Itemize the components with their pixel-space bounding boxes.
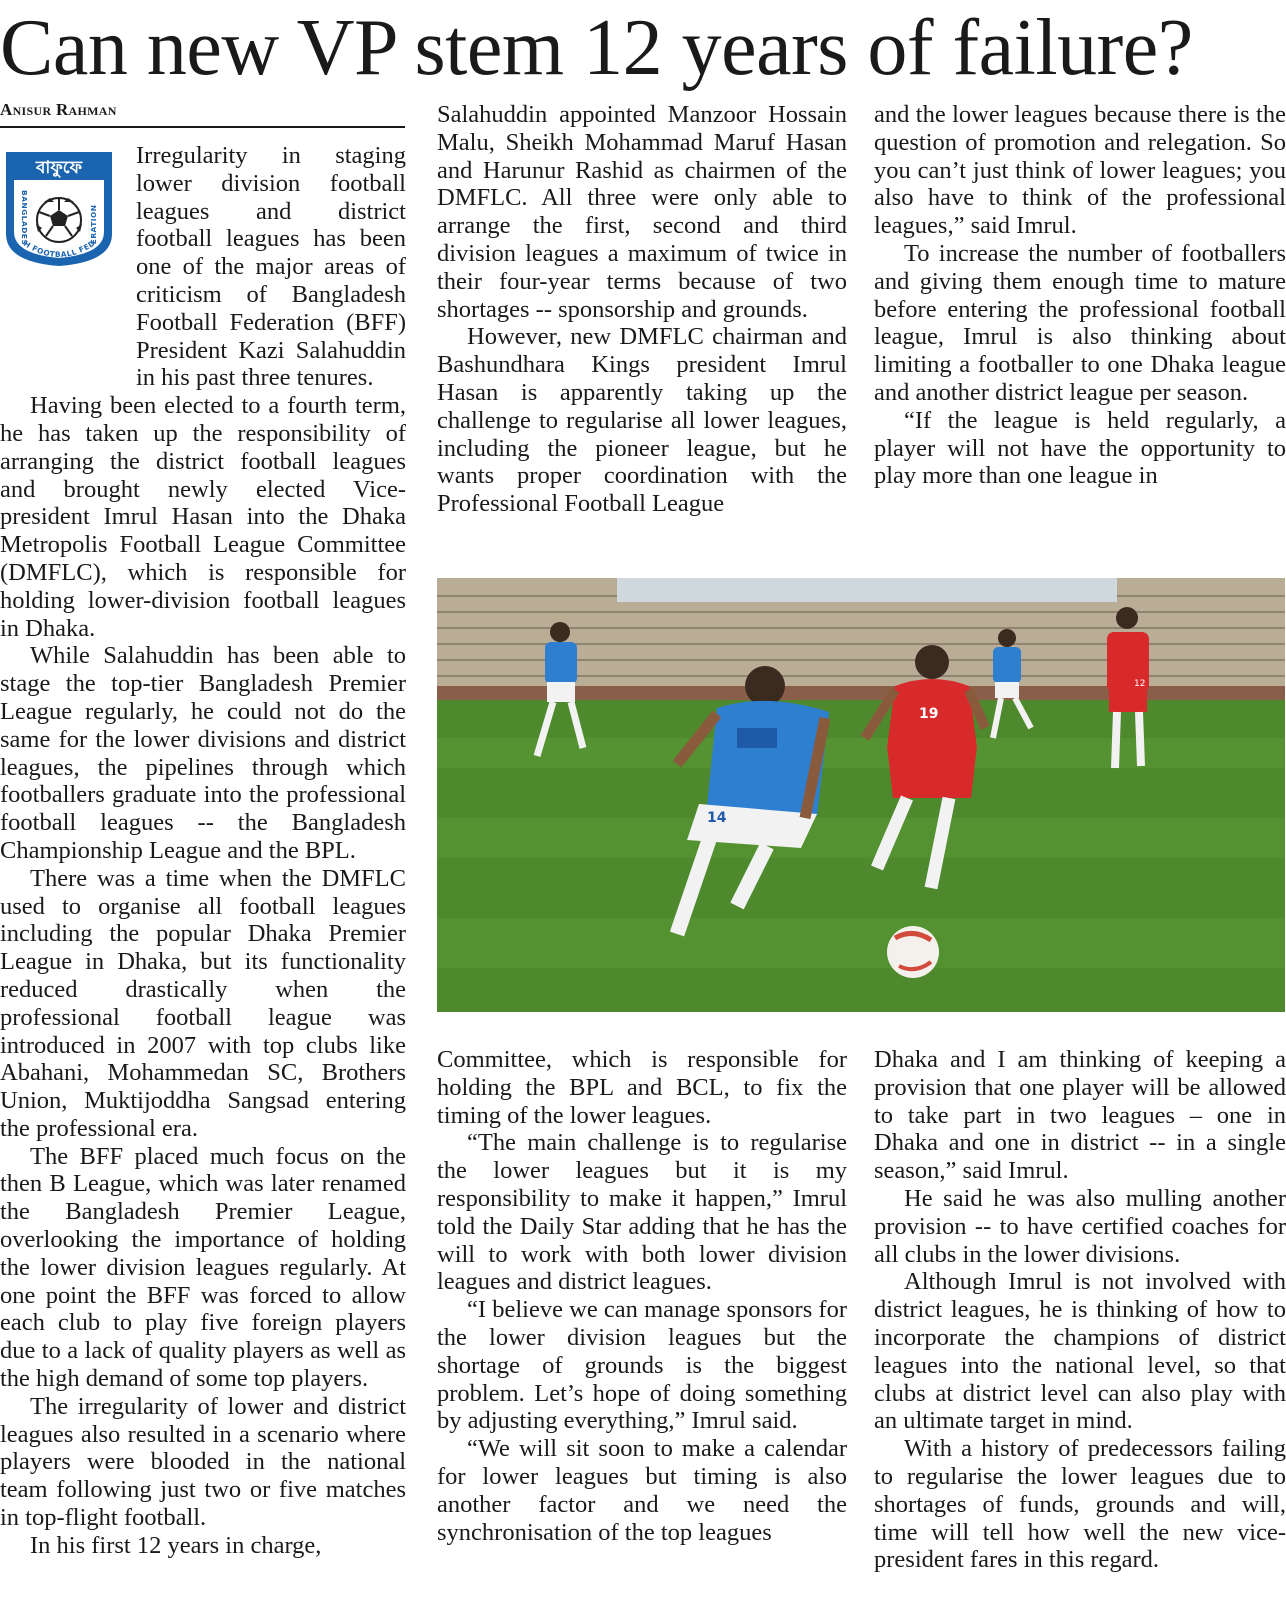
paragraph: He said he was also mulling another provision -- to have certified coaches for all clubs in the lower divisions.	[874, 1184, 1286, 1268]
column-2-top	[437, 101, 847, 553]
svg-text:14: 14	[707, 810, 727, 826]
paragraph: To increase the number of footballers and giving them enough time to mature before entering the professional football league, Imrul is also thinking about limiting a footballer to one Dhaka league and another district league per season.	[874, 239, 1286, 406]
column-2-bottom	[437, 1046, 847, 1623]
logo-ring-text: BANGLADESH FOOTBALL FEDERATION	[20, 190, 98, 260]
svg-text:12: 12	[1134, 679, 1146, 689]
svg-text:19: 19	[919, 706, 939, 722]
headline: Can new VP stem 12 years of failure?	[0, 4, 1193, 92]
paragraph: The irregularity of lower and district leagues also resulted in a scenario where players were blooded in the national team following just two or five matches in top-flight football.	[0, 1392, 406, 1532]
paragraph: Committee, which is responsible for holding the BPL and BCL, to fix the timing of the lower leagues.	[437, 1046, 847, 1129]
paragraph: and the lower leagues because there is the question of promotion and relegation. So you can’t just think of lower leagues; you also have to think of the professional leagues,” said Imrul.	[874, 101, 1286, 240]
match-photo	[437, 578, 1285, 1012]
paragraph: Dhaka and I am thinking of keeping a provision that one player will be allowed to take part in two leagues – one in Dhaka and one in district -- in a single season,” said Imrul.	[874, 1046, 1286, 1185]
paragraph: In his first 12 years in charge,	[30, 1531, 322, 1559]
paragraph: Although Imrul is not involved with district leagues, he is thinking of how to incorporate the champions of district leagues into the national level, so that clubs at district level can also play with an ultimate target in mind.	[874, 1268, 1286, 1435]
logo-mark: বাফুফে	[35, 158, 83, 178]
paragraph: While Salahuddin has been able to stage the top-tier Bangladesh Premier League regularly, he could not do the same for the lower divisions and district leagues, the pipelines through which footballers graduate into the professional football leagues -- the Bangladesh Championship League and the BPL.	[0, 642, 406, 864]
paragraph: “The main challenge is to regularise the lower leagues but it is my responsibility to make it happen,” Imrul told the Daily Star adding that he has the will to work with both lower division leagues and district leagues.	[437, 1129, 847, 1296]
paragraph: Salahuddin appointed Manzoor Hossain Malu, Sheikh Mohammad Maruf Hasan and Harunur Rashid as chairmen of the DMFLC. All three were only able to arrange the first, second and third division leagues a maximum of twice in their four-year terms because of two shortages -- sponsorship and grounds.	[437, 101, 847, 323]
paragraph: There was a time when the DMFLC used to organise all football leagues including the popular Dhaka Premier League in Dhaka, but its functionality reduced drastically when the professional football league was introduced in 2007 with top clubs like Abahani, Mohammedan SC, Brothers Union, Muktijoddha Sangsad entering the professional era.	[0, 864, 406, 1142]
column-1	[0, 142, 406, 1623]
paragraph: Having been elected to a fourth term, he has taken up the responsibility of arranging the district football leagues and brought newly elected Vice-president Imrul Hasan into the Dhaka Metropolis Football League Committee (DMFLC), which is responsible for holding lower-division football leagues in Dhaka.	[0, 392, 406, 642]
paragraph: “We will sit soon to make a calendar for lower leagues but timing is also another factor and we need the synchronisation of the top leagues	[437, 1435, 847, 1546]
paragraph: “If the league is held regularly, a player will not have the opportunity to play more than one league in	[874, 406, 1286, 490]
paragraph: “I believe we can manage sponsors for the lower division leagues but the shortage of grounds is the biggest problem. Let’s hope of doing something by adjusting everything,” Imrul said.	[437, 1296, 847, 1435]
paragraph-intro: Irregularity in staging lower division football leagues and district football leagues has been one of the major areas of criticism of Bangladesh Football Federation (BFF) President Kazi Salahuddin in his past three tenures.	[136, 142, 406, 392]
football	[887, 926, 939, 978]
paragraph: With a history of predecessors failing to regularise the lower leagues due to shortages of funds, grounds and will, time will tell how well the new vice-president fares in this regard.	[874, 1435, 1286, 1574]
column-3-bottom	[874, 1046, 1286, 1623]
paragraph: The BFF placed much focus on the then B League, which was later renamed the Bangladesh Premier League, overlooking the importance of holding the lower division leagues regularly. At one point the BFF was forced to allow each club to play five foreign players due to a lack of quality players as well as the high demand of some top players.	[0, 1142, 406, 1393]
column-3-top	[874, 101, 1286, 553]
paragraph: However, new DMFLC chairman and Bashundhara Kings president Imrul Hasan is apparently taking up the challenge to regularise all lower leagues, including the pioneer league, but he wants proper coordination with the Professional Football League	[437, 323, 847, 518]
byline: Anisur Rahman	[0, 100, 405, 128]
